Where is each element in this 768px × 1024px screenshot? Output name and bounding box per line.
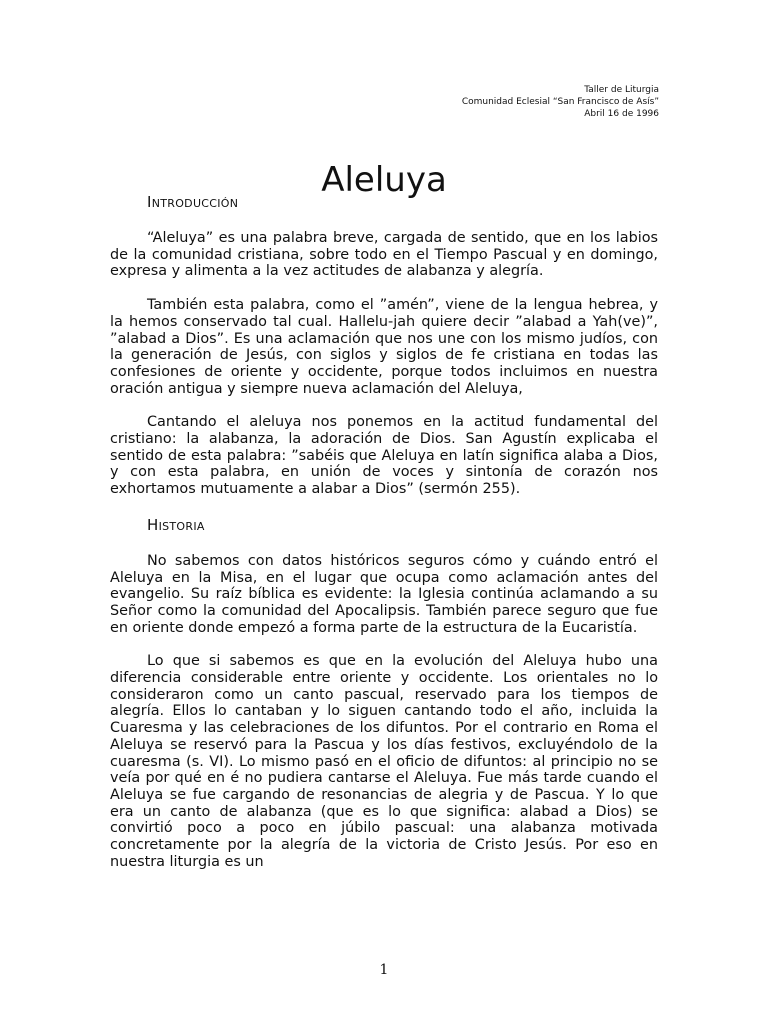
paragraph: También esta palabra, como el ”amén”, viene de la lengua hebrea, y la hemos conservado tal cual. Hallelu-jah quiere decir ”alabad a Yah(ve)”, ”alabad a Dios”. Es una aclamación que nos une con los mismo judíos, con la generación de Jesús, con siglos y siglos de fe cristiana en todas las confesiones de oriente y occidente, porque todos incluimos en nuestra oración antigua y siempre nueva aclamación del Aleluya, <box>110 297 658 397</box>
section-heading-historia: Historia <box>147 515 205 534</box>
document-header <box>462 84 659 120</box>
paragraph: Lo que si sabemos es que en la evolución del Aleluya hubo una diferencia considerable entre oriente y occidente. Los orientales no lo consideraron como un canto pascual, reservado para los tiempos de alegría. Ellos lo cantaban y lo siguen cantando todo el año, incluida la Cuaresma y las celebraciones de los difuntos. Por el contrario en Roma el Aleluya se reservó para la Pascua y los días festivos, excluyéndolo de la cuaresma (s. VI). Lo mismo pasó en el oficio de difuntos: al principio no se veía por qué en é no pudiera cantarse el Aleluya. Fue más tarde cuando el Aleluya se fue cargando de resonancias de alegria y de Pascua. Y lo que era un canto de alabanza (que es lo que significa: alabad a Dios) se convirtió poco a poco en júbilo pascual: una alabanza motivada concretamente por la alegría de la victoria de Cristo Jesús. Por eso en nuestra liturgia es un <box>110 653 658 870</box>
header-community: Comunidad Eclesial “San Francisco de Asís” <box>461 97 659 107</box>
header-workshop: Taller de Liturgia <box>584 85 659 95</box>
header-date: Abril 16 de 1996 <box>584 109 659 119</box>
document-body <box>110 192 658 888</box>
document-title: Aleluya <box>321 159 447 200</box>
paragraph: Cantando el aleluya nos ponemos en la actitud fundamental del cristiano: la alabanza, la adoración de Dios. San Agustín explicaba el sentido de esta palabra: ”sabéis que Aleluya en latín significa alaba a Dios, y con esta palabra, en unión de voces y sintonía de corazón nos exhortamos mutuamente a alabar a Dios” (sermón 255). <box>110 414 658 498</box>
paragraph: No sabemos con datos históricos seguros cómo y cuándo entró el Aleluya en la Misa, en el lugar que ocupa como aclamación antes del evangelio. Su raíz bíblica es evidente: la Iglesia continúa aclamando a su Señor como la comunidad del Apocalipsis. También parece seguro que fue en oriente donde empezó a forma parte de la estructura de la Eucaristía. <box>110 552 658 636</box>
section-heading-introduccion: Introducción <box>147 193 239 211</box>
page-number: 1 <box>379 962 389 978</box>
paragraph: “Aleluya” es una palabra breve, cargada de sentido, que en los labios de la comunidad cristiana, sobre todo en el Tiempo Pascual y en domingo, expresa y alimenta a la vez actitudes de alabanza y alegría. <box>110 230 658 280</box>
